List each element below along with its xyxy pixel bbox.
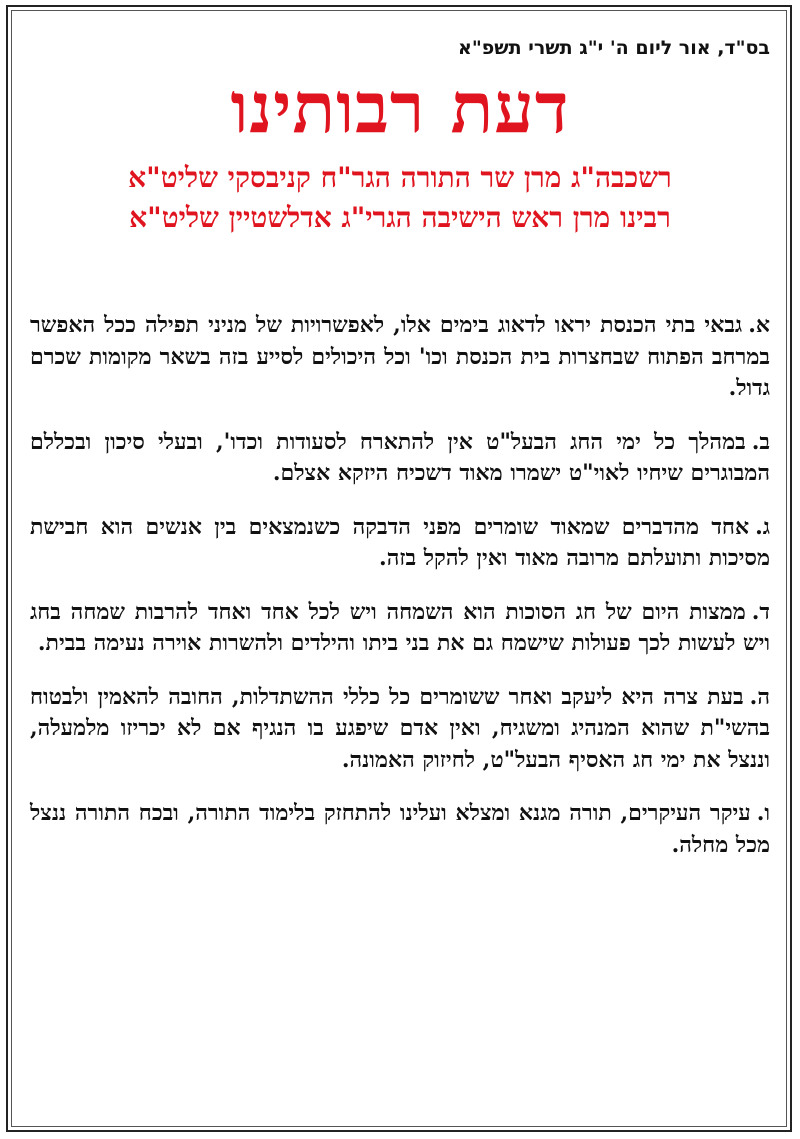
instruction-paragraph-b — [30, 427, 770, 490]
paragraph-text: במהלך כל ימי החג הבעל"ט אין להתארח לסעודות וכדו', ובעלי סיכון ובכללם המבוגרים שיחיו לאוי"ט ישמרו מאוד דשכיח היזקא אצלם. — [30, 428, 770, 486]
paragraph-text: אחד מהדברים שמאוד שומרים מפני הדבקה כשנמצאים בין אנשים הוא חבישת מסיכות ותועלתם מרובה מאוד ואין להקל בזה. — [30, 513, 770, 571]
instruction-paragraph-f — [30, 798, 770, 861]
paragraph-letter: ד. — [751, 598, 770, 625]
paragraph-letter: א. — [748, 312, 770, 338]
paragraph-text: ממצות היום של חג הסוכות הוא השמחה ויש לכל אחד ואחד להרבות שמחה בחג ויש לעשות לכך פעולות שישמח גם את בני ביתו והילדים ולהשרות אוירה נעימה בבית. — [30, 598, 770, 656]
dateline: בס"ד, אור ליום ה' י"ג תשרי תשפ"א — [458, 37, 770, 59]
paragraph-letter: ה. — [749, 683, 770, 710]
paragraph-text: בעת צרה היא ליעקב ואחר ששומרים כל כללי ההשתדלות, החובה להאמין ולבטוח בהשי"ת שהוא המנהיג ומשגיח, ואין אדם שיפגע בו הנגיף אם לא יכריזו מלמעלה, וננצל את ימי חג האסיף הבעל"ט, לחיזוק האמונה. — [30, 683, 770, 773]
paragraph-letter: ג. — [755, 513, 770, 540]
instruction-paragraph-e — [30, 682, 770, 777]
subtitle-line-1: רשכבה"ג מרן שר התורה הגר"ח קניבסקי שליט"א — [128, 161, 672, 194]
subtitle-line-2: רבינו מרן ראש הישיבה הגרי"ג אדלשטיין שליט"א — [129, 201, 671, 234]
instructions-list — [30, 310, 770, 861]
instruction-paragraph-c — [30, 512, 770, 575]
poster-content — [30, 36, 770, 883]
poster-title: דעת רבותינו — [230, 66, 570, 149]
paragraph-letter: ו. — [756, 800, 770, 826]
paragraph-letter: ב. — [751, 428, 770, 455]
instruction-paragraph-d — [30, 597, 770, 660]
paragraph-text: גבאי בתי הכנסת יראו לדאוג בימים אלו, לאפשרויות של מניני תפילה ככל האפשר במרחב הפתוח שבחצרות בית הכנסת וכו' וכל היכולים לסייע בזה בשאר מקומות שכרם גדול. — [30, 312, 770, 401]
paragraph-text: עיקר העיקרים, תורה מגנא ומצלא ועלינו להתחזק בלימוד התורה, ובכח התורה ננצל מכל מחלה. — [30, 800, 770, 858]
instruction-paragraph-a — [30, 310, 770, 405]
